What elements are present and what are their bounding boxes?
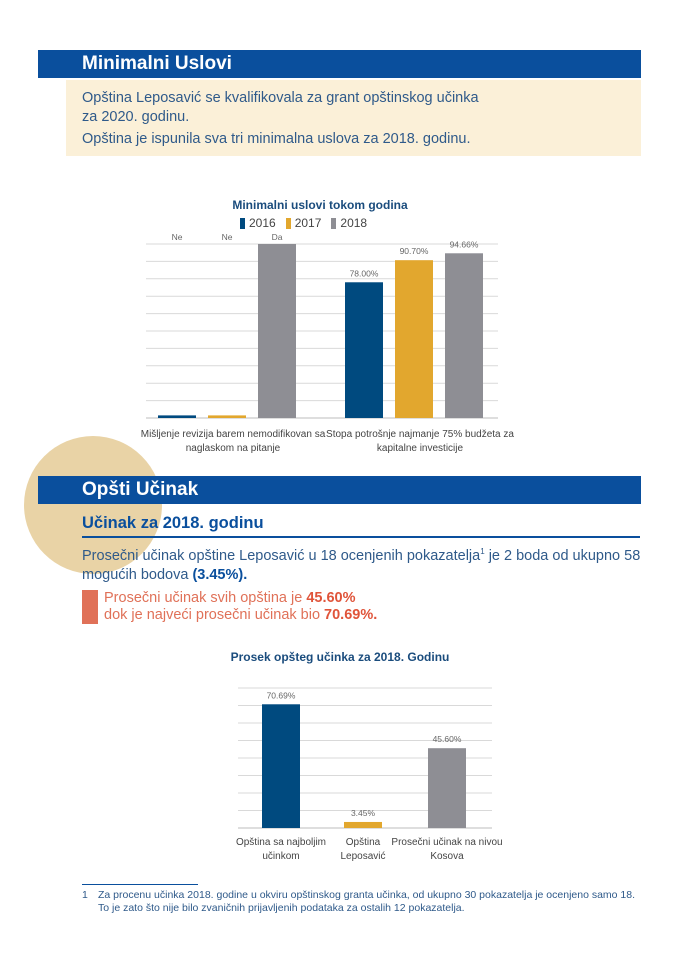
chart1-category-label: Stopa potrošnje najmanje 75% budžeta za	[326, 429, 514, 440]
qualification-line-1: Opština Leposavić se kvalifikovala za grant opštinskog učinka	[82, 90, 479, 106]
footnote-number: 1	[82, 889, 88, 901]
chart1-category-label: Mišljenje revizija barem nemodifikovan sa	[140, 429, 326, 440]
chart1-data-label: 78.00%	[349, 268, 379, 279]
conditions-met-text: Opština je ispunila sva tri minimalna uslova za 2018. godinu.	[82, 131, 471, 147]
chart2-category-label: Prosečni učinak na nivou	[391, 837, 503, 848]
chart1-data-label: Ne	[171, 232, 183, 242]
highlight-text-2: dok je najveći prosečni učinak bio	[104, 607, 325, 623]
chart2-bar-0	[262, 704, 300, 828]
chart2-title: Prosek opšteg učinka za 2018. Godinu	[230, 650, 450, 664]
chart2-category-label: Kosova	[430, 851, 464, 862]
chart1-title: Minimalni uslovi tokom godina	[232, 198, 408, 212]
chart1-data-label: Da	[271, 232, 283, 242]
highlight-text-1: Prosečni učinak svih opština je	[104, 590, 307, 606]
performance-text-2: je 2 boda od ukupno 58 mogućih bodova	[82, 547, 641, 583]
chart1-data-label: 90.70%	[399, 246, 429, 257]
highlight-value-1: 45.60%	[306, 590, 356, 606]
chart1-data-label: Ne	[221, 232, 233, 242]
chart2-category-label: Opština	[345, 837, 381, 848]
performance-percent: (3.45%).	[192, 566, 248, 583]
performance-subtitle: Učinak za 2018. godinu	[82, 514, 640, 538]
chart2-data-label: 45.60%	[432, 734, 462, 745]
chart2-data-label: 70.69%	[266, 690, 296, 701]
chart2-category-label: učinkom	[262, 851, 300, 862]
footnote	[82, 889, 642, 915]
chart1-category-label: naglaskom na pitanje	[185, 443, 281, 454]
chart2-category-label: Opština sa najboljim	[235, 837, 327, 848]
highlight-value-2: 70.69%.	[324, 607, 378, 623]
chart2-category-label: Leposavić	[340, 851, 386, 862]
chart2-data-label: 3.45%	[350, 807, 376, 818]
performance-text-1: Prosečni učinak opštine Leposavić u 18 ocenjenih pokazatelja	[82, 547, 481, 564]
chart1-data-label: 94.66%	[449, 239, 479, 250]
footnote-rule	[82, 884, 198, 885]
legend-label-2016: 2016	[249, 216, 276, 230]
chart2-bar-2	[428, 748, 466, 828]
section-header-minimalni-uslovi: Minimalni Uslovi	[38, 50, 641, 78]
footnote-text: Za procenu učinka 2018. godine u okviru opštinskog granta učinka, od ukupno 30 pokazatelja je ocenjeno samo 18. To je zato što nije bilo zvaničnih prijavljenih podataka za ostalih 12 pokazatelja.	[98, 889, 636, 914]
qualification-line-2: za 2020. godinu.	[82, 109, 190, 125]
section-header-opsti-ucinak: Opšti Učinak	[38, 476, 641, 504]
legend-label-2017: 2017	[294, 216, 322, 230]
legend-label-2018: 2018	[340, 216, 368, 230]
chart1-category-label: kapitalne investicije	[376, 443, 464, 454]
chart2-bar-1	[344, 822, 382, 828]
footnote-ref: 1	[480, 547, 485, 556]
